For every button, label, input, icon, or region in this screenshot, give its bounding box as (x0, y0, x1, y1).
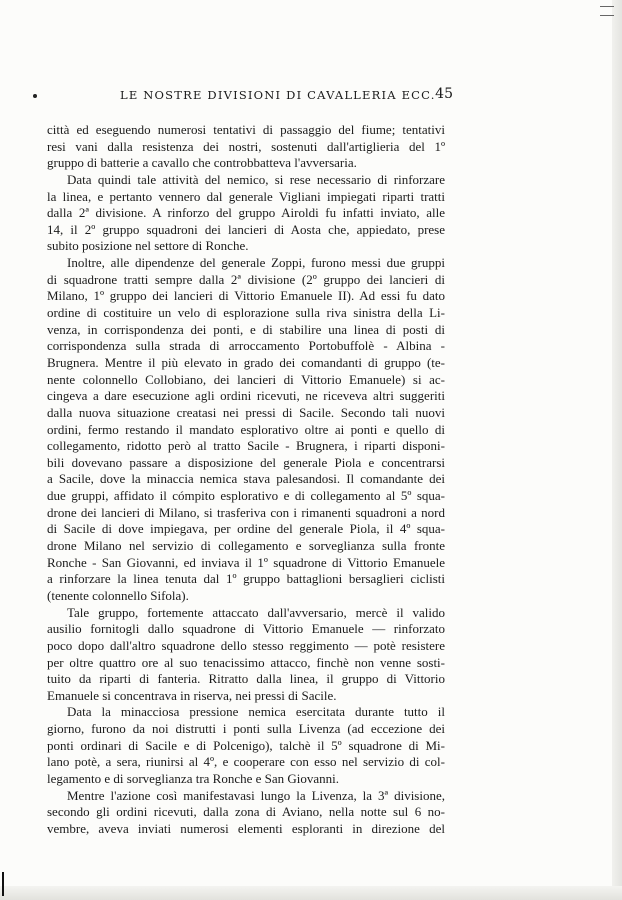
text-line: per oltre quattro ore al suo tenacissimo attacco, finchè non venne sosti- (47, 654, 445, 670)
text-line: Data quindi tale attività del nemico, si rese necessario di rinforzare (67, 171, 445, 187)
text-line: legamento e di sorveglianza tra Ronche e San Giovanni. (47, 770, 340, 786)
text-line: due gruppi, affidato il cómpito esplorativo e di collegamento al 5º squa- (47, 488, 445, 504)
running-title: LE NOSTRE DIVISIONI DI CAVALLERIA ECC. (120, 88, 436, 102)
text-line: corrispondenza sulla strada di arroccamento Portobuffolè - Albina - (47, 338, 445, 354)
page-edge-bottom (0, 886, 622, 900)
text-line: a Sacile, dove la minaccia nemica stava palesandosi. Il comandante dei (47, 471, 445, 487)
text-line: Emanuele si concentrava in riserva, nei pressi di Sacile. (47, 687, 337, 703)
text-line: cingeva a dare esecuzione agli ordini ricevuti, ne riceveva altri suggeriti (47, 388, 445, 404)
text-line: giorno, furono da noi distrutti i ponti sulla Livenza (ad eccezione dei (47, 721, 445, 737)
text-line: a rinforzare la linea tenuta dal 1º gruppo battaglioni bersaglieri ciclisti (47, 571, 445, 587)
text-line: vembre, aveva inviati numerosi elementi esploranti in direzione del (47, 820, 445, 836)
page-edge-right (612, 0, 622, 900)
text-line: Data la minacciosa pressione nemica esercitata durante tutto il (67, 704, 445, 720)
text-line: Inoltre, alle dipendenze del generale Zoppi, furono messi due gruppi (67, 255, 445, 271)
text-line: Ronche - San Giovanni, ed inviava il 1º squadrone di Vittorio Emanuele (47, 554, 445, 570)
text-line: Milano, 1º gruppo dei lancieri di Vittorio Emanuele II). Ad essi fu dato (47, 288, 445, 304)
text-line: 14, il 2º gruppo squadroni dei lancieri di Aosta che, appiedato, prese (47, 221, 445, 237)
text-line: dalla 2ª divisione. A rinforzo del gruppo Airoldi fu infatti inviato, alle (47, 205, 445, 221)
scan-edge-mark (2, 872, 4, 896)
text-line: Mentre l'azione così manifestavasi lungo la Livenza, la 3ª divisione, (67, 787, 445, 803)
text-line: resi vani dalla resistenza dei nostri, sostenuti dall'artiglieria del 1º (47, 138, 445, 154)
running-header (33, 88, 453, 108)
text-line: nente colonnello Collobiano, dei lancieri di Vittorio Emanuele) si ac- (47, 371, 445, 387)
text-line: ausilio fornitogli dallo squadrone di Vittorio Emanuele — rinforzato (47, 621, 445, 637)
text-line: bili dovevano passare a disposizione del generale Piola e concentrarsi (47, 454, 445, 470)
text-line: tuito da riparti di fanteria. Ritratto dalla linea, il gruppo di Vittorio (47, 671, 445, 687)
page-number: 45 (435, 86, 453, 102)
text-line: subito posizione nel settore di Ronche. (47, 238, 249, 254)
text-line: venza, in corrispondenza dei ponti, e di stabilire una linea di posti di (47, 321, 445, 337)
text-line: la linea, e pertanto vennero dal generale Vigliani impiegati riparti tratti (47, 188, 445, 204)
body-text (47, 122, 445, 838)
text-line: ordini, fermo restando il mandato esplorativo oltre ai ponti e quello di (47, 421, 445, 437)
text-line: gruppo di batterie a cavallo che controbbatteva l'avversaria. (47, 155, 357, 171)
text-line: Brugnera. Mentre il più elevato in grado dei comandanti di gruppo (te- (47, 354, 445, 370)
text-line: Tale gruppo, fortemente attaccato dall'avversario, mercè il valido (67, 604, 445, 620)
header-bullet (33, 94, 37, 98)
text-line: drone Milano nel servizio di collegamento e sorveglianza sulla fronte (47, 538, 445, 554)
text-line: secondo gli ordini ricevuti, dalla zona di Aviano, nella notte sul 6 no- (47, 804, 445, 820)
text-line: collegamento, ridotto però al tratto Sacile - Brugnera, i riparti disponi- (47, 438, 445, 454)
text-line: ordine di costituire un velo di esplorazione sulla riva sinistra della Li- (47, 305, 445, 321)
text-line: poco dopo dall'altro squadrone dello stesso reggimento — potè resistere (47, 637, 445, 653)
scan-corner-mark (600, 6, 614, 16)
text-line: dalla nuova situazione creatasi nei pressi di Sacile. Secondo tali nuovi (47, 404, 445, 420)
text-line: città ed eseguendo numerosi tentativi di passaggio del fiume; tentativi (47, 122, 445, 137)
text-line: drone dei lancieri di Milano, si trasferiva con i rimanenti squadroni a nord (47, 504, 445, 520)
text-line: di squadrone tratti sempre dalla 2ª divisione (2º gruppo dei lancieri di (47, 271, 445, 287)
text-line: (tenente colonnello Sifola). (47, 587, 189, 603)
text-line: di Sacile di dove impiegava, per ordine del generale Piola, il 4º squa- (47, 521, 445, 537)
text-line: lano potè, a sera, riunirsi al 4º, e cooperare con esso nel servizio di col- (47, 754, 445, 770)
text-line: ponti ordinari di Sacile e di Polcenigo), talchè il 5º squadrone di Mi- (47, 737, 445, 753)
